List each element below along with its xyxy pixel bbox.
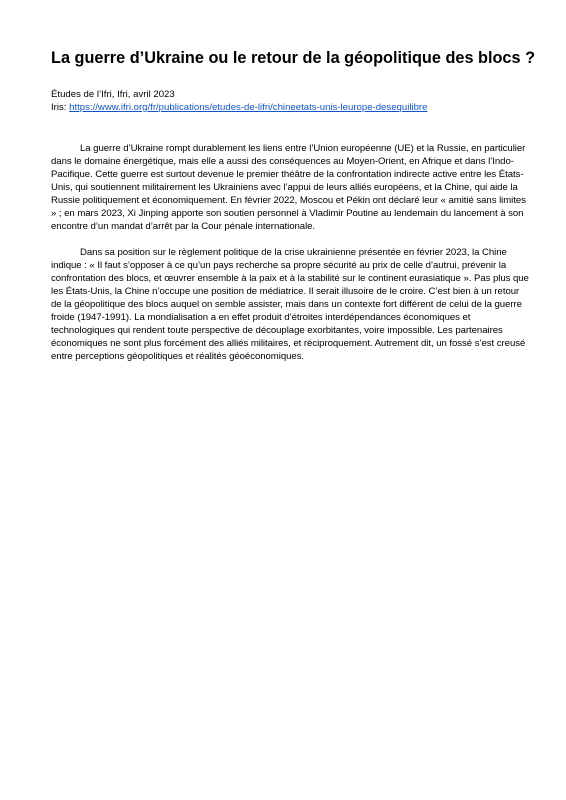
source-line: Études de l’Ifri, Ifri, avril 2023: [51, 89, 175, 100]
iris-line: [51, 101, 531, 114]
paragraph-1: La guerre d’Ukraine rompt durablement les liens entre l’Union européenne (UE) et la Russie, en particulier dans le domaine énergétique, mais elle a aussi des conséquences au Moyen-Orient, en Afrique et dans l’Indo-Pacifique. Cette guerre est surtout devenue le premier théâtre de la confrontation indirecte active entre les États-Unis, qui soutiennent militairement les Ukrainiens avec l’appui de leurs alliés européens, et la Chine, qui aide la Russie politiquement et économiquement. En février 2022, Moscou et Pékin ont déclaré leur « amitié sans limites » ; en mars 2023, Xi Jinping apporte son soutien personnel à Vladimir Poutine au lendemain du lancement à son encontre d’un mandat d’arrêt par la Cour pénale internationale.: [51, 143, 526, 232]
body-text: [51, 142, 531, 376]
paragraph-2: Dans sa position sur le règlement politique de la crise ukrainienne présentée en février 2023, la Chine indique : « Il faut s’opposer à ce qu’un pays recherche sa propre sécurité au prix de celle d’autrui, prévenir la confrontation des blocs, et œuvrer ensemble à la paix et à la stabilité sur le continent eurasiatique ». Pas plus que les États-Unis, la Chine n’occupe une position de médiatrice. Il serait illusoire de le croire. C’est bien à un retour de la géopolitique des blocs auquel on semble assister, mais dans un contexte fort différent de celui de la guerre froide (1947-1991). La mondialisation a en effet produit d’étroites interdépendances économiques et technologiques qui rendent toute perspective de découplage exorbitantes, voire impossible. Les partenaires économiques ne sont plus forcément des alliés militaires, et réciproquement. Autrement dit, un fossé s’est creusé entre perceptions géopolitiques et réalités géoéconomiques.: [51, 247, 529, 362]
document-title: La guerre d’Ukraine ou le retour de la géopolitique des blocs ?: [51, 49, 536, 67]
iris-link[interactable]: https://www.ifri.org/fr/publications/etudes-de-lifri/chineetats-unis-leurope-desequilibre: [69, 102, 428, 113]
citation-block: [51, 88, 531, 114]
iris-label: Iris:: [51, 102, 70, 113]
